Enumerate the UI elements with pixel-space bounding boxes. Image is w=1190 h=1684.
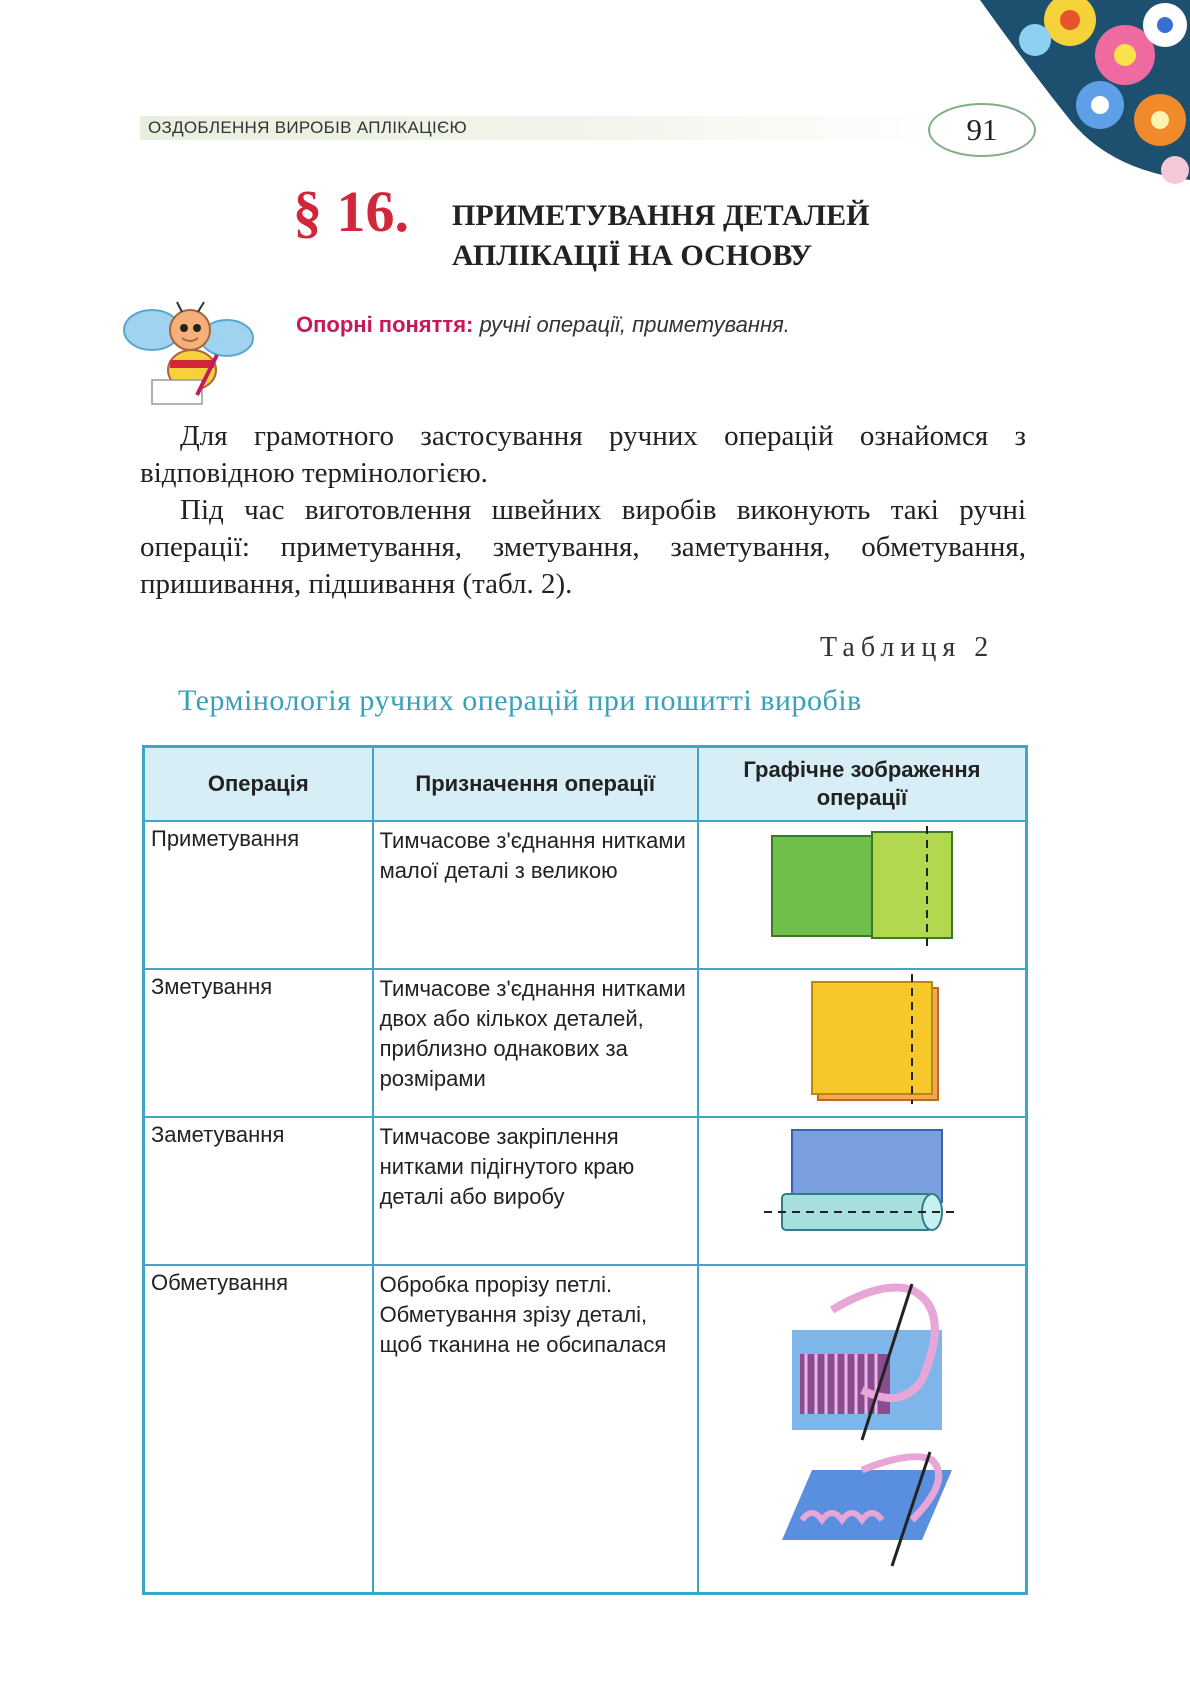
table-row (144, 1265, 1027, 1594)
image-cell (698, 969, 1027, 1117)
two-equal-pieces-icon (762, 974, 962, 1104)
paragraph-number: § 16. (293, 179, 409, 244)
image-cell (698, 1117, 1027, 1265)
title-line-1: ПРИМЕТУВАННЯ ДЕТАЛЕЙ (452, 199, 870, 232)
header-purpose: Призначення операції (373, 747, 698, 822)
header-operation: Операція (144, 747, 373, 822)
purpose-cell: Тимчасове закріплення нитками підігнутого краю деталі або виробу (373, 1117, 698, 1265)
title-line-2: АПЛІКАЦІЇ НА ОСНОВУ (452, 239, 813, 272)
overcast-stitch-icon (762, 1270, 962, 1570)
paragraph-2: Під час виготовлення швейних виробів виконують такі ручні операції: приметування, зметування, заметування, обметування, пришивання, підшивання (табл. 2). (140, 494, 1026, 600)
folded-edge-icon (762, 1122, 962, 1242)
operation-cell: Обметування (144, 1265, 373, 1594)
key-concepts-label: Опорні поняття: (296, 312, 474, 337)
operation-cell: Заметування (144, 1117, 373, 1265)
purpose-cell: Тимчасове з'єднання нитками двох або кількох деталей, приблизно однакових за розмірами (373, 969, 698, 1117)
key-concepts-text: ручні операції, приметування. (479, 312, 790, 337)
page-number: 91 (928, 103, 1036, 157)
image-cell (698, 1265, 1027, 1594)
table-title: Термінологія ручних операцій при пошитті виробів (178, 684, 862, 717)
image-cell (698, 821, 1027, 969)
operations-table (142, 745, 1028, 1595)
table-header-row (144, 747, 1027, 822)
key-concepts (296, 312, 790, 338)
page-title (452, 196, 870, 276)
small-piece-on-large-icon (762, 826, 962, 946)
table-row (144, 969, 1027, 1117)
operation-cell: Зметування (144, 969, 373, 1117)
section-header: ОЗДОБЛЕННЯ ВИРОБІВ АПЛІКАЦІЄЮ (148, 118, 467, 137)
table-row (144, 1117, 1027, 1265)
body-text (140, 418, 1026, 603)
paragraph-1: Для грамотного застосування ручних операцій ознайомся з відповідною термінологією. (140, 420, 1026, 489)
header-image: Графічне зображення операції (698, 747, 1027, 822)
bee-mascot-icon (122, 300, 262, 410)
purpose-cell: Обробка прорізу петлі. Обметування зрізу деталі, щоб тканина не обсипалася (373, 1265, 698, 1594)
table-label: Таблиця 2 (820, 632, 995, 663)
flower-decoration (960, 0, 1190, 200)
table-row (144, 821, 1027, 969)
operation-cell: Приметування (144, 821, 373, 969)
purpose-cell: Тимчасове з'єднання нитками малої деталі з великою (373, 821, 698, 969)
